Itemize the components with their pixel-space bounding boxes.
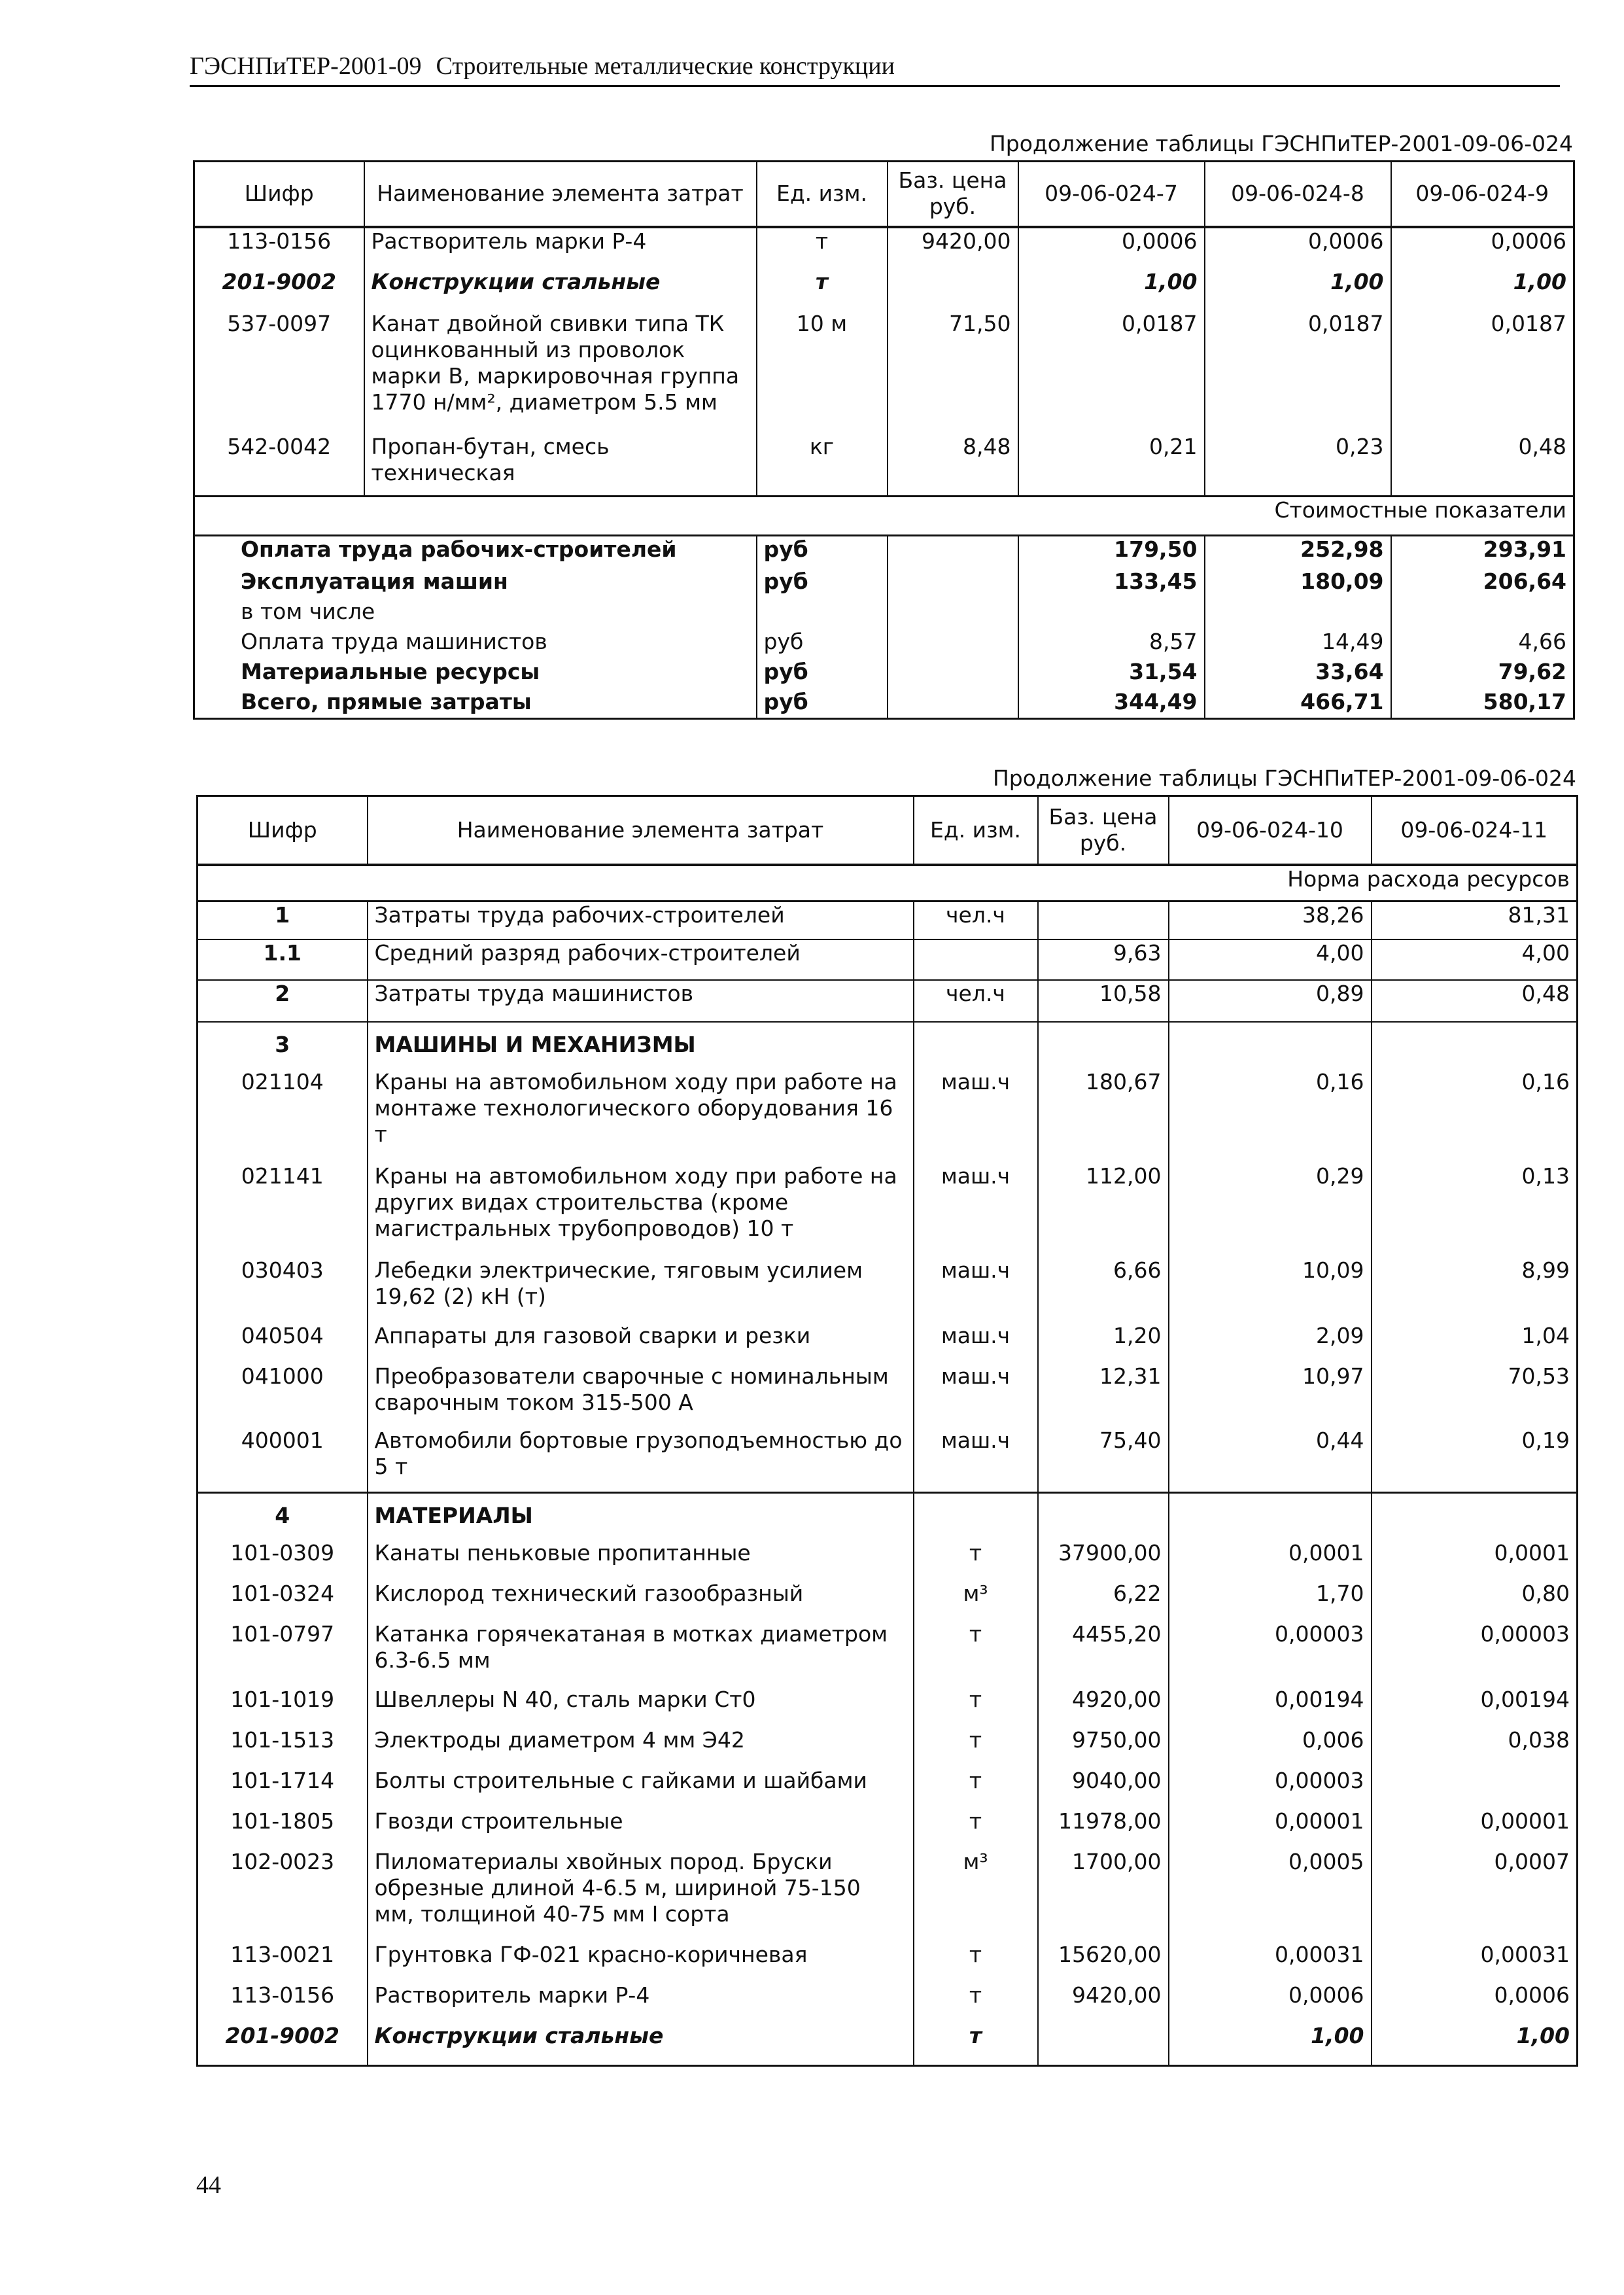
table-row [198,1363,1578,1428]
row-value-1: 0,29 [1169,1163,1372,1257]
section-row-materials [198,1493,1578,1540]
row-unit: т [757,269,888,311]
row-value-3: 1,00 [1391,269,1574,311]
row-value-2: 8,99 [1372,1257,1578,1323]
row-code: 021141 [241,1163,324,1189]
row-name: Растворитель марки Р-4 [364,227,757,269]
cost-section-title-row [194,497,1574,536]
cost-value-1: 133,45 [1018,569,1205,599]
row-price: 112,00 [1038,1163,1169,1257]
row-unit: т [914,1687,1038,1727]
row-value-1: 4,00 [1169,939,1372,980]
row-value-1: 0,00031 [1169,1942,1372,1982]
table1 [193,160,1575,720]
row-unit: маш.ч [914,1163,1038,1257]
col-header-price: Баз. цена руб. [1038,796,1169,865]
row-value-1: 0,00003 [1169,1621,1372,1687]
row-value-2 [1372,1493,1578,1540]
col-header-price: Баз. цена руб. [888,162,1018,227]
cost-row [194,536,1574,569]
row-value-1: 0,0006 [1169,1982,1372,2023]
cost-value-1: 8,57 [1018,629,1205,659]
row-value-1: 0,00003 [1169,1768,1372,1808]
row-code: 201-9002 [222,268,336,294]
cost-unit: руб [757,689,888,719]
row-value-2: 1,04 [1372,1323,1578,1363]
row-code: 101-1019 [230,1686,335,1712]
row-code: 101-0324 [230,1580,335,1606]
row-value-2: 0,13 [1372,1163,1578,1257]
row-name: МАШИНЫ И МЕХАНИЗМЫ [368,1022,914,1069]
row-unit: маш.ч [914,1257,1038,1323]
cost-value-2: 14,49 [1205,629,1391,659]
table-row [198,1257,1578,1323]
cost-value-3: 4,66 [1391,629,1574,659]
row-code: 113-0021 [230,1941,335,1967]
cost-value-3 [1391,599,1574,629]
row-price: 9,63 [1038,939,1169,980]
table-row [198,1323,1578,1363]
table-row [198,980,1578,1022]
row-price [1038,1493,1169,1540]
cost-unit: руб [757,536,888,569]
table-row [198,1428,1578,1493]
row-value-2: 1,00 [1372,2023,1578,2066]
row-code: 400001 [241,1427,324,1453]
row-unit: м³ [914,1581,1038,1621]
row-value-2: 0,0006 [1205,227,1391,269]
table-row [194,269,1574,311]
row-value-2: 70,53 [1372,1363,1578,1428]
cost-value-2: 466,71 [1205,689,1391,719]
norm-section-title-row [198,865,1578,902]
row-unit: маш.ч [914,1363,1038,1428]
cost-price-empty [888,659,1018,689]
row-price: 6,66 [1038,1257,1169,1323]
row-code: 1.1 [198,939,368,980]
cost-row [194,569,1574,599]
cost-value-3: 206,64 [1391,569,1574,599]
row-value-1: 0,0001 [1169,1540,1372,1581]
row-price: 1700,00 [1038,1849,1169,1942]
table-row [198,1849,1578,1942]
row-unit: т [914,1727,1038,1768]
col-header-v2: 09-06-024-8 [1205,162,1391,227]
row-name: Аппараты для газовой сварки и резки [368,1323,914,1363]
row-name: Катанка горячекатаная в мотках диаметром 6.3-6.5 мм [368,1621,914,1687]
row-code: 101-1714 [230,1767,335,1793]
table-row [198,1727,1578,1768]
cost-value-2: 252,98 [1205,536,1391,569]
row-code: 113-0156 [227,228,332,254]
row-code: 021104 [241,1068,324,1095]
row-unit: маш.ч [914,1428,1038,1493]
row-value-1 [1169,1022,1372,1069]
col-header-name: Наименование элемента затрат [368,796,914,865]
cost-section-title: Стоимостные показатели [194,497,1574,536]
table-row [198,1687,1578,1727]
table2-header-row [198,796,1578,865]
row-name: Канат двойной свивки типа ТК оцинкованный из проволок марки В, маркировочная группа 1770 н/мм², диаметром 5.5 мм [364,311,757,434]
row-unit: м³ [914,1849,1038,1942]
table-row [198,939,1578,980]
cost-label: Всего, прямые затраты [241,688,532,714]
cost-unit: руб [757,569,888,599]
cost-value-2: 33,64 [1205,659,1391,689]
table-row [194,227,1574,269]
row-value-1: 38,26 [1169,902,1372,939]
cost-value-1: 344,49 [1018,689,1205,719]
row-value-1: 0,21 [1018,434,1205,497]
row-price [1038,902,1169,939]
row-unit: чел.ч [914,902,1038,939]
row-value-2: 0,00003 [1372,1621,1578,1687]
row-price: 71,50 [888,311,1018,434]
row-name: Растворитель марки Р-4 [368,1982,914,2023]
table-row [198,1581,1578,1621]
row-value-2: 0,0187 [1205,311,1391,434]
row-value-2: 4,00 [1372,939,1578,980]
row-price: 4455,20 [1038,1621,1169,1687]
row-value-1: 1,70 [1169,1581,1372,1621]
row-value-1: 1,00 [1169,2023,1372,2066]
row-value-1: 0,44 [1169,1428,1372,1493]
row-unit [914,1022,1038,1069]
table-row [198,902,1578,939]
row-value-2: 0,19 [1372,1428,1578,1493]
row-value-1: 0,0187 [1018,311,1205,434]
row-unit: чел.ч [914,980,1038,1022]
row-price: 37900,00 [1038,1540,1169,1581]
row-price: 11978,00 [1038,1808,1169,1849]
cost-value-3: 293,91 [1391,536,1574,569]
cost-value-1: 31,54 [1018,659,1205,689]
col-header-name: Наименование элемента затрат [364,162,757,227]
col-header-code: Шифр [194,162,364,227]
row-price: 9420,00 [888,227,1018,269]
row-code: 041000 [241,1363,324,1389]
cost-row [194,689,1574,719]
table-row [198,1982,1578,2023]
row-price: 4920,00 [1038,1687,1169,1727]
row-unit: т [914,1540,1038,1581]
col-header-v2: 09-06-024-11 [1372,796,1578,865]
cost-unit: руб [757,629,888,659]
row-name: Преобразователи сварочные с номинальным сварочным током 315-500 А [368,1363,914,1428]
cost-price-empty [888,536,1018,569]
row-code: 537-0097 [227,310,332,336]
row-unit: т [914,1621,1038,1687]
row-unit: маш.ч [914,1323,1038,1363]
col-header-v3: 09-06-024-9 [1391,162,1574,227]
cost-value-1 [1018,599,1205,629]
row-price: 6,22 [1038,1581,1169,1621]
row-value-1: 0,00194 [1169,1687,1372,1727]
row-value-1: 0,16 [1169,1069,1372,1163]
row-price: 9420,00 [1038,1982,1169,2023]
cost-value-2 [1205,599,1391,629]
table-row [198,1621,1578,1687]
table2 [196,795,1578,2067]
row-name: Болты строительные с гайками и шайбами [368,1768,914,1808]
row-price: 15620,00 [1038,1942,1169,1982]
row-unit [914,939,1038,980]
row-unit: т [914,1768,1038,1808]
row-value-1: 0,00001 [1169,1808,1372,1849]
row-value-2: 0,038 [1372,1727,1578,1768]
row-code: 102-0023 [230,1848,335,1874]
row-code: 542-0042 [227,433,332,459]
row-code: 113-0156 [230,1982,335,2008]
row-price: 9750,00 [1038,1727,1169,1768]
row-code: 4 [198,1493,368,1540]
row-code: 3 [275,1031,290,1057]
cost-value-1: 179,50 [1018,536,1205,569]
row-code: 101-0797 [230,1621,335,1647]
row-value-2 [1372,1022,1578,1069]
cost-value-3: 580,17 [1391,689,1574,719]
row-value-2: 0,16 [1372,1069,1578,1163]
cost-label: Материальные ресурсы [241,658,540,684]
cost-price-empty [888,599,1018,629]
page-number: 44 [196,2171,221,2199]
row-value-1: 10,09 [1169,1257,1372,1323]
header-title: Строительные металлические конструкции [436,52,895,80]
table-row [198,1540,1578,1581]
row-name: Затраты труда машинистов [368,980,914,1022]
row-price: 180,67 [1038,1069,1169,1163]
row-value-1: 0,0006 [1018,227,1205,269]
row-name: Электроды диаметром 4 мм Э42 [368,1727,914,1768]
cost-unit: руб [757,659,888,689]
row-price: 8,48 [888,434,1018,497]
row-unit: кг [757,434,888,497]
row-price: 10,58 [1038,980,1169,1022]
row-price: 1,20 [1038,1323,1169,1363]
row-value-3: 0,48 [1391,434,1574,497]
page-header [190,51,1560,87]
table-row [198,1808,1578,1849]
row-name: Затраты труда рабочих-строителей [368,902,914,939]
row-code: 101-1805 [230,1808,335,1834]
row-name: Краны на автомобильном ходу при работе на других видах строительства (кроме магистральных трубопроводов) 10 т [368,1163,914,1257]
row-name: МАТЕРИАЛЫ [368,1493,914,1540]
row-name: Конструкции стальные [364,269,757,311]
row-name: Грунтовка ГФ-021 красно-коричневая [368,1942,914,1982]
row-code: 030403 [241,1257,324,1283]
row-value-2: 0,0006 [1372,1982,1578,2023]
row-value-1: 10,97 [1169,1363,1372,1428]
table2-caption: Продолжение таблицы ГЭСНПиТЕР-2001-09-06-024 [992,765,1576,791]
header-code: ГЭСНПиТЕР-2001-09 [190,52,422,80]
table-row [198,1768,1578,1808]
row-value-1: 1,00 [1018,269,1205,311]
table-row [194,311,1574,434]
row-unit: т [914,1982,1038,2023]
cost-row [194,599,1574,629]
row-name: Автомобили бортовые грузоподъемностью до 5 т [368,1428,914,1493]
row-price: 9040,00 [1038,1768,1169,1808]
row-code: 201-9002 [225,2022,339,2048]
row-code: 1 [198,902,368,939]
row-code: 101-1513 [230,1726,335,1753]
cost-label: Оплата труда машинистов [241,628,547,654]
cost-label: в том числе [241,598,375,624]
row-price [1038,1022,1169,1069]
row-value-1 [1169,1493,1372,1540]
col-header-unit: Ед. изм. [757,162,888,227]
row-name: Конструкции стальные [368,2023,914,2066]
row-value-2: 0,0001 [1372,1540,1578,1581]
table1-caption: Продолжение таблицы ГЭСНПиТЕР-2001-09-06-024 [989,131,1573,156]
row-name: Средний разряд рабочих-строителей [368,939,914,980]
col-header-v1: 09-06-024-7 [1018,162,1205,227]
row-value-2 [1372,1768,1578,1808]
row-value-2: 0,48 [1372,980,1578,1022]
cost-price-empty [888,689,1018,719]
row-name: Кислород технический газообразный [368,1581,914,1621]
row-value-2: 81,31 [1372,902,1578,939]
row-unit: т [914,1942,1038,1982]
row-name: Пиломатериалы хвойных пород. Бруски обрезные длиной 4-6.5 м, шириной 75-150 мм, толщиной 40-75 мм I сорта [368,1849,914,1942]
table1-header-row [194,162,1574,227]
table-row [198,1163,1578,1257]
row-value-3: 0,0006 [1391,227,1574,269]
cost-row [194,629,1574,659]
cost-label: Оплата труда рабочих-строителей [241,536,677,562]
row-code: 040504 [241,1322,324,1348]
table-row [198,1069,1578,1163]
row-code: 101-0309 [230,1539,335,1566]
row-unit: т [914,1808,1038,1849]
table-row [198,2023,1578,2066]
row-value-1: 2,09 [1169,1323,1372,1363]
row-value-2: 0,00001 [1372,1808,1578,1849]
row-name: Гвозди строительные [368,1808,914,1849]
row-code: 2 [198,980,368,1022]
row-name: Швеллеры N 40, сталь марки Ст0 [368,1687,914,1727]
cost-price-empty [888,629,1018,659]
row-value-1: 0,0005 [1169,1849,1372,1942]
row-price: 75,40 [1038,1428,1169,1493]
row-name: Краны на автомобильном ходу при работе на монтаже технологического оборудования 16 т [368,1069,914,1163]
row-value-1: 0,89 [1169,980,1372,1022]
row-name: Канаты пеньковые пропитанные [368,1540,914,1581]
row-unit: 10 м [757,311,888,434]
col-header-unit: Ед. изм. [914,796,1038,865]
row-value-1: 0,006 [1169,1727,1372,1768]
row-value-2: 0,80 [1372,1581,1578,1621]
row-value-2: 0,0007 [1372,1849,1578,1942]
row-name: Пропан-бутан, смесь техническая [364,434,757,497]
row-value-2: 0,00031 [1372,1942,1578,1982]
row-price [888,269,1018,311]
row-unit: т [914,2023,1038,2066]
table-row [194,434,1574,497]
row-price: 12,31 [1038,1363,1169,1428]
row-value-3: 0,0187 [1391,311,1574,434]
row-name: Лебедки электрические, тяговым усилием 19,62 (2) кН (т) [368,1257,914,1323]
cost-price-empty [888,569,1018,599]
section-row-machines [198,1022,1578,1069]
cost-unit [757,599,888,629]
row-price [1038,2023,1169,2066]
row-unit: т [757,227,888,269]
cost-label: Эксплуатация машин [241,568,508,594]
cost-value-3: 79,62 [1391,659,1574,689]
col-header-code: Шифр [198,796,368,865]
row-unit: маш.ч [914,1069,1038,1163]
row-unit [914,1493,1038,1540]
row-value-2: 0,23 [1205,434,1391,497]
row-value-2: 0,00194 [1372,1687,1578,1727]
table-row [198,1942,1578,1982]
cost-row [194,659,1574,689]
cost-value-2: 180,09 [1205,569,1391,599]
col-header-v1: 09-06-024-10 [1169,796,1372,865]
norm-section-title: Норма расхода ресурсов [198,865,1578,902]
row-value-2: 1,00 [1205,269,1391,311]
